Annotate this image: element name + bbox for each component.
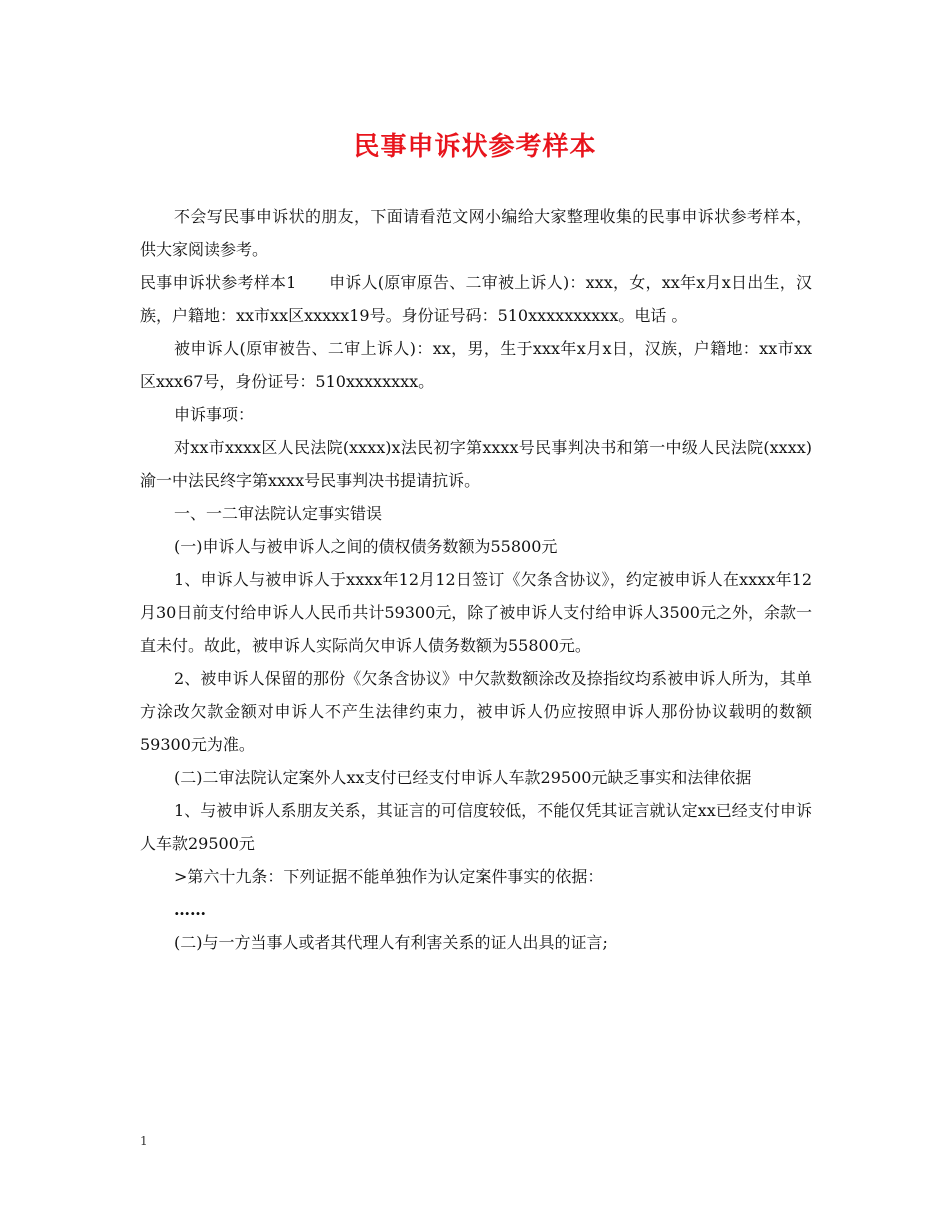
point-two-paragraph: 2、被申诉人保留的那份《欠条含协议》中欠款数额涂改及捺指纹均系被申诉人所为，其单方涂改欠款金额对申诉人不产生法律约束力，被申诉人仍应按照申诉人那份协议载明的数额59300元为准。: [140, 669, 812, 754]
respondent-paragraph: 被申诉人(原审被告、二审上诉人)：xx，男，生于xxx年x月x日，汉族，户籍地：xx市xx区xxx67号，身份证号：510xxxxxxxx。: [140, 339, 812, 391]
document-title: 民事申诉状参考样本: [353, 132, 597, 162]
testimony-paragraph: 1、与被申诉人系朋友关系，其证言的可信度较低，不能仅凭其证言就认定xx已经支付申诉人车款29500元: [140, 801, 812, 853]
clause-two-paragraph: (二)与一方当事人或者其代理人有利害关系的证人出具的证言;: [174, 933, 608, 952]
point-one-paragraph: 1、申诉人与被申诉人于xxxx年12月12日签订《欠条含协议》，约定被申诉人在xxxx年12月30日前支付给申诉人人民币共计59300元，除了被申诉人支付给申诉人3500元之外，余款一直未付。故此，被申诉人实际尚欠申诉人债务数额为55800元。: [140, 570, 812, 655]
sample-heading-paragraph: 民事申诉状参考样本1 申诉人(原审原告、二审被上诉人)：xxx，女，xx年x月x日出生，汉族，户籍地：xx市xx区xxxxx19号。身份证号码：510xxxxxxxxxx。电话 。: [140, 273, 812, 325]
appeal-matters-paragraph: 对xx市xxxx区人民法院(xxxx)x法民初字第xxxx号民事判决书和第一中级人民法院(xxxx)渝一中法民终字第xxxx号民事判决书提请抗诉。: [140, 438, 812, 490]
ellipsis-line: ……: [174, 900, 206, 919]
subsection-two-heading: (二)二审法院认定案外人xx支付已经支付申诉人车款29500元缺乏事实和法律依据: [174, 768, 752, 787]
appeal-matters-heading: 申诉事项：: [174, 405, 255, 424]
intro-paragraph: 不会写民事申诉状的朋友，下面请看范文网小编给大家整理收集的民事申诉状参考样本，供大家阅读参考。: [140, 207, 812, 259]
article-sixty-nine: >第六十九条：下列证据不能单独作为认定案件事实的依据：: [174, 867, 604, 886]
page-number: 1: [140, 1134, 148, 1148]
section-one-heading: 一、一二审法院认定事实错误: [174, 504, 383, 523]
document-body: [140, 200, 812, 959]
subsection-one-heading: (一)申诉人与被申诉人之间的债权债务数额为55800元: [174, 537, 558, 556]
